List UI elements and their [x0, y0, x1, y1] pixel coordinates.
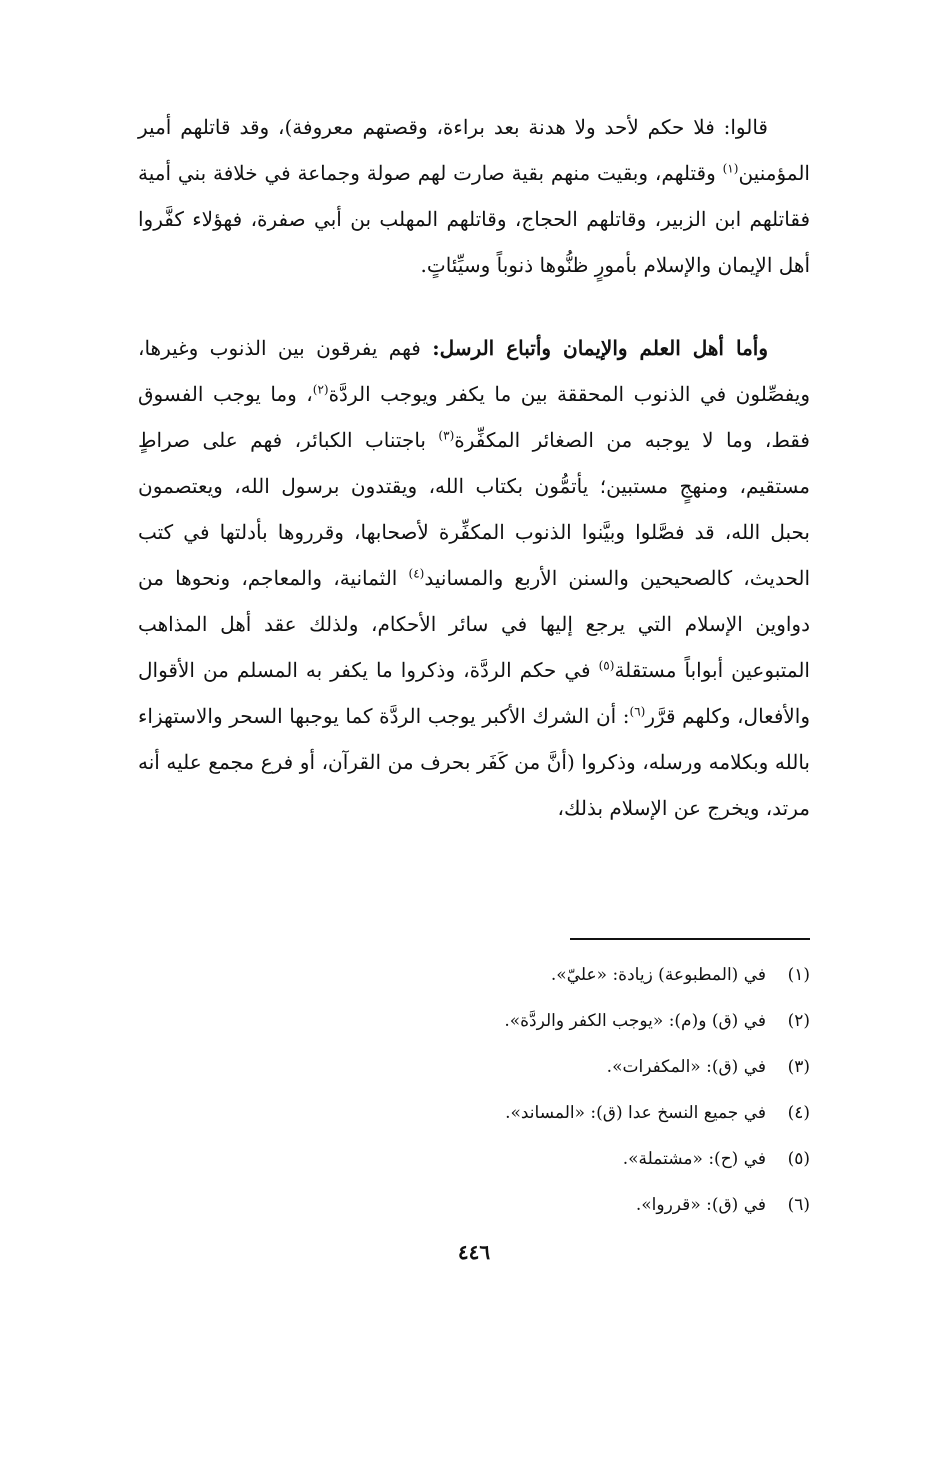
- paragraph-text: [138, 104, 810, 288]
- text-segment: في حكم الردَّة، وذكروا ما يكفر به المسلم من الأقوال والأفعال، وكلهم قرَّر: [138, 658, 810, 728]
- footnote-reference: (٦): [629, 704, 646, 719]
- footnote-text: في (ق): «المكفرات».: [606, 1057, 766, 1077]
- footnote-reference: (١): [722, 161, 739, 176]
- footnote-reference: (٤): [408, 566, 425, 581]
- footnote-reference: (٢): [312, 382, 329, 397]
- footnote-text: في (ق) و(م): «يوجب الكفر والردَّة».: [504, 1011, 766, 1031]
- footnote-item: [138, 1182, 810, 1228]
- footnote-reference: (٥): [598, 658, 615, 673]
- footnote-number: (١): [787, 965, 810, 985]
- footnote-text: في (ح): «مشتملة».: [622, 1149, 766, 1169]
- footnote-item: [138, 1044, 810, 1090]
- footnote-item: [138, 952, 810, 998]
- footnote-number: (٥): [787, 1149, 810, 1169]
- footnote-item: [138, 1136, 810, 1182]
- footnote-item: [138, 1090, 810, 1136]
- text-segment: فهم يفرقون بين الذنوب وغيرها، ويفصِّلون في الذنوب المحققة بين ما يكفر ويوجب الردَّة: [138, 336, 810, 406]
- footnote-text: في جميع النسخ عدا (ق): «المساند».: [505, 1103, 766, 1123]
- text-segment: ، وما يوجب الفسوق فقط، وما لا يوجبه من الصغائر المكفِّرة: [138, 382, 810, 452]
- footnote-number: (٣): [787, 1057, 810, 1077]
- paragraph-khawarij: [138, 104, 810, 288]
- footnote-reference: (٣): [438, 428, 455, 443]
- text-segment: وقتلهم، وبقيت منهم بقية صارت لهم صولة وجماعة في خلافة بني أمية فقاتلهم ابن الزبير، وقاتلهم الحجاج، وقاتلهم المهلب بن أبي صفرة، فهؤلاء كفَّروا أهل الإيمان والإسلام بأمورٍ ظنُّوها ذنوباً وسيِّئاتٍ.: [138, 161, 810, 277]
- footnote-item: [138, 998, 810, 1044]
- paragraph-lead: وأما أهل العلم والإيمان وأتباع الرسل:: [432, 336, 768, 360]
- footnote-number: (٢): [787, 1011, 810, 1031]
- text-segment: الثمانية، والمعاجم، ونحوها من دواوين الإسلام التي يرجع إليها في سائر الأحكام، ولذلك عقد أهل المذاهب المتبوعين أبواباً مستقلة: [138, 566, 810, 682]
- paragraph-people-of-knowledge: [138, 325, 810, 831]
- footnote-text: في (المطبوعة) زيادة: «عليّ».: [550, 965, 766, 985]
- footnotes-list: [138, 952, 810, 1228]
- page-number: ٤٤٦: [457, 1240, 491, 1264]
- footnote-text: في (ق): «قرروا».: [635, 1195, 766, 1215]
- text-segment: باجتناب الكبائر، فهم على صراطٍ مستقيم، ومنهجٍ مستبين؛ يأتمُّون بكتاب الله، ويقتدون برسول الله، ويعتصمون بحبل الله، قد فصَّلوا وبيَّنوا الذنوب المكفِّرة لأصحابها، وقرروها بأدلتها في كتب الحديث، كالصحيحين والسنن الأربع والمسانيد: [138, 428, 811, 590]
- text-segment: قالوا: فلا حكم لأحد ولا هدنة بعد براءة، وقصتهم معروفة)، وقد قاتلهم أمير المؤمنين: [138, 115, 810, 185]
- footnote-divider: [570, 938, 810, 940]
- paragraph-text: [138, 325, 810, 831]
- footnote-number: (٤): [787, 1103, 810, 1123]
- footnote-number: (٦): [787, 1195, 810, 1215]
- text-segment: : أن الشرك الأكبر يوجب الردَّة كما يوجبها السحر والاستهزاء بالله وبكلامه ورسله، وذكروا (أنَّ من كَفَر بحرف من القرآن، أو فرع مجمع عليه أنه مرتد، ويخرج عن الإسلام بذلك،: [138, 704, 810, 820]
